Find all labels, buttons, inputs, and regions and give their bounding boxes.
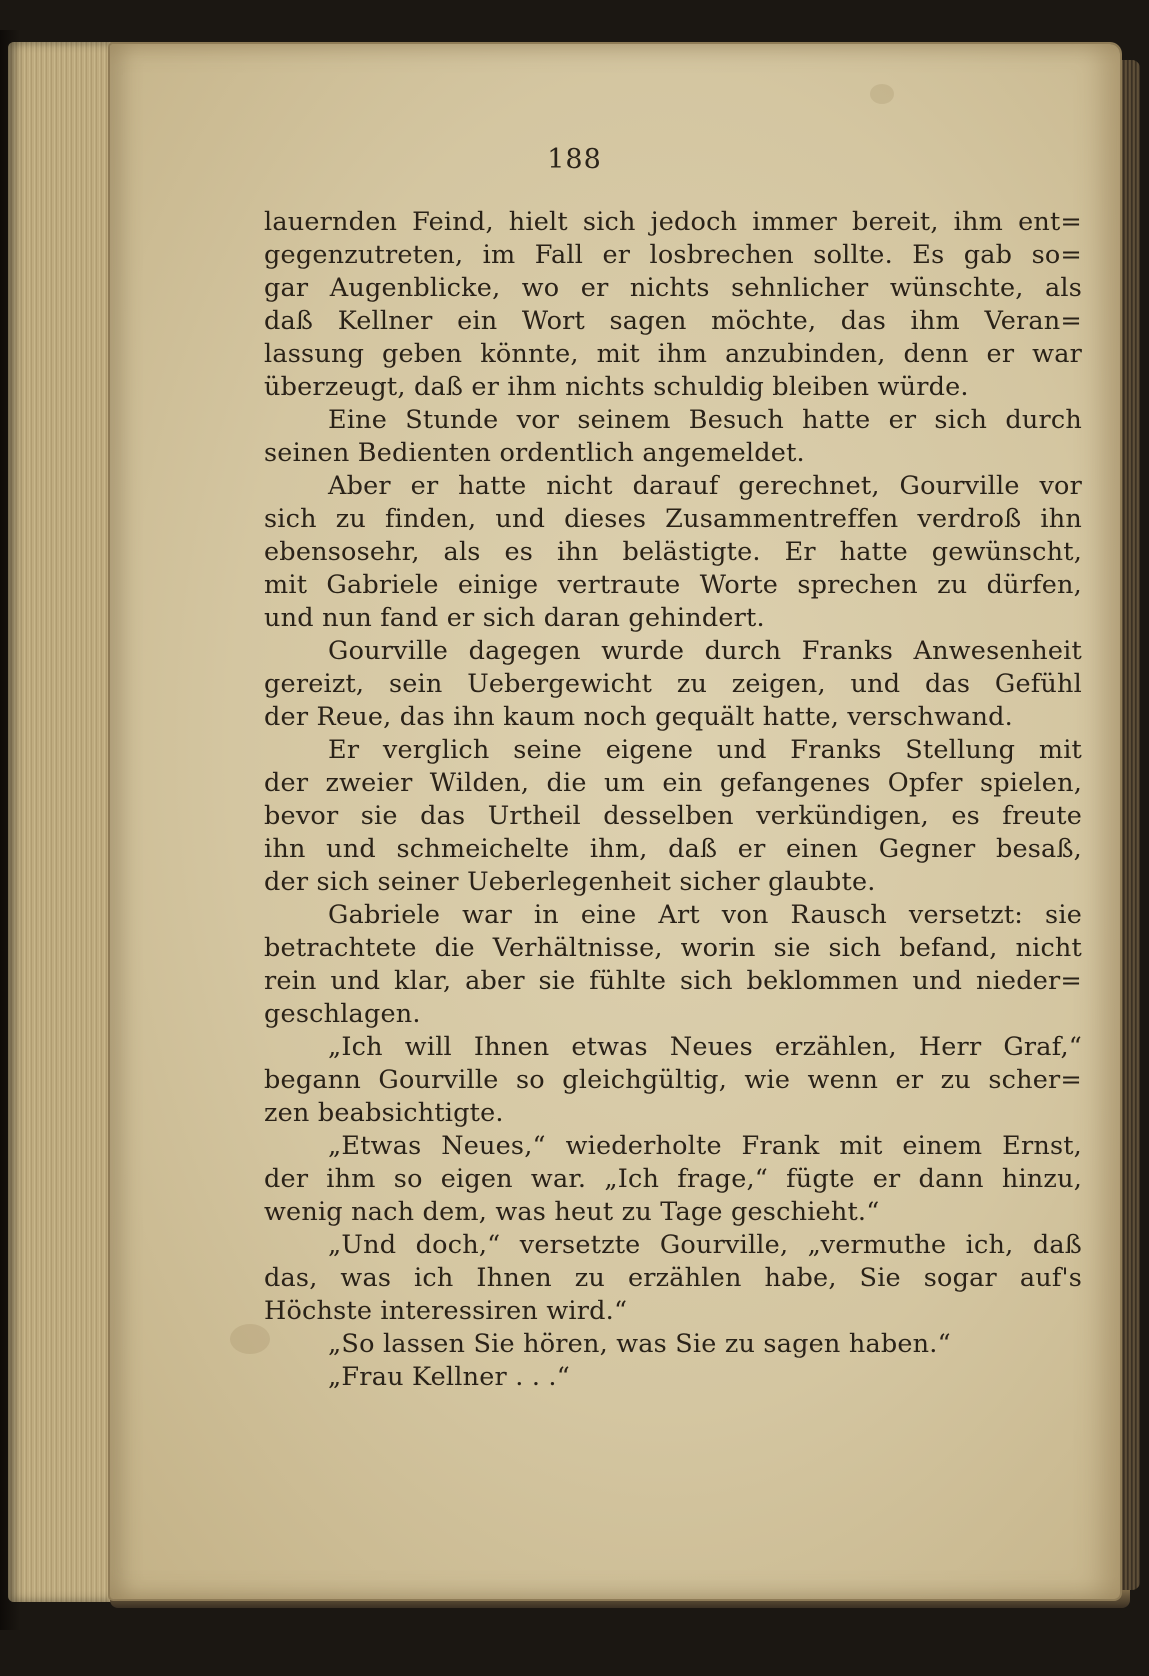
paper-stain [870, 84, 894, 104]
text-line: betrachtete die Verhältnisse, worin sie sich befand, nicht [264, 933, 1082, 963]
text-line: Höchste interessiren wird.“ [264, 1296, 628, 1326]
page-number: 188 [547, 144, 602, 175]
text-line: und nun fand er sich daran gehindert. [264, 603, 765, 633]
text-line: Gabriele war in eine Art von Rausch versetzt: sie [328, 900, 1082, 930]
text-line: gereizt, sein Uebergewicht zu zeigen, und das Gefühl [264, 669, 1082, 699]
text-line: sich zu finden, und dieses Zusammentreffen verdroß ihn [264, 504, 1082, 534]
text-line: „Und doch,“ versetzte Gourville, „vermuthe ich, daß [328, 1230, 1082, 1260]
text-line: der Reue, das ihn kaum noch gequält hatte, verschwand. [264, 702, 1013, 732]
text-line: ihn und schmeichelte ihm, daß er einen Gegner besaß, [264, 834, 1082, 864]
text-line: Gourville dagegen wurde durch Franks Anwesenheit [328, 636, 1082, 666]
text-line: der zweier Wilden, die um ein gefangenes Opfer spielen, [264, 768, 1082, 798]
body-text [264, 206, 1082, 1394]
text-line: bevor sie das Urtheil desselben verkündigen, es freute [264, 801, 1082, 831]
text-line: „So lassen Sie hören, was Sie zu sagen haben.“ [328, 1329, 951, 1359]
text-line: „Ich will Ihnen etwas Neues erzählen, Herr Graf,“ [328, 1032, 1082, 1062]
text-line: Aber er hatte nicht darauf gerechnet, Gourville vor [328, 471, 1082, 501]
text-line: lassung geben könnte, mit ihm anzubinden, denn er war [264, 339, 1082, 369]
text-line: begann Gourville so gleichgültig, wie wenn er zu scher= [264, 1065, 1082, 1095]
text-line: überzeugt, daß er ihm nichts schuldig bleiben würde. [264, 372, 969, 402]
text-line: „Etwas Neues,“ wiederholte Frank mit einem Ernst, [328, 1131, 1082, 1161]
text-line: ebensosehr, als es ihn belästigte. Er hatte gewünscht, [264, 537, 1082, 567]
text-line: rein und klar, aber sie fühlte sich beklommen und nieder= [264, 966, 1082, 996]
text-line: geschlagen. [264, 999, 421, 1029]
text-line: Er verglich seine eigene und Franks Stellung mit [328, 735, 1082, 765]
text-line: Eine Stunde vor seinem Besuch hatte er sich durch [328, 405, 1082, 435]
text-line: mit Gabriele einige vertraute Worte sprechen zu dürfen, [264, 570, 1082, 600]
text-line: wenig nach dem, was heut zu Tage geschieht.“ [264, 1197, 880, 1227]
text-line: seinen Bedienten ordentlich angemeldet. [264, 438, 805, 468]
text-line: lauernden Feind, hielt sich jedoch immer bereit, ihm ent= [264, 207, 1082, 237]
text-line: der sich seiner Ueberlegenheit sicher glaubte. [264, 867, 876, 897]
text-line: gar Augenblicke, wo er nichts sehnlicher wünschte, als [264, 273, 1082, 303]
text-line: gegenzutreten, im Fall er losbrechen sollte. Es gab so= [264, 240, 1082, 270]
text-line: der ihm so eigen war. „Ich frage,“ fügte er dann hinzu, [264, 1164, 1082, 1194]
text-line: zen beabsichtigte. [264, 1098, 504, 1128]
text-line: daß Kellner ein Wort sagen möchte, das ihm Veran= [264, 306, 1082, 336]
text-line: „Frau Kellner . . .“ [328, 1362, 570, 1392]
text-line: das, was ich Ihnen zu erzählen habe, Sie sogar auf's [264, 1263, 1082, 1293]
